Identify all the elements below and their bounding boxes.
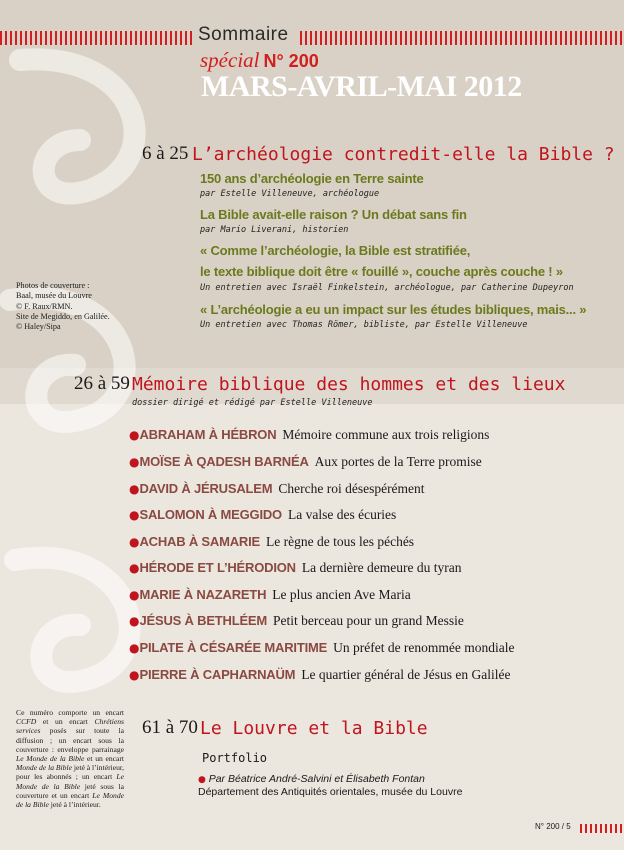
section2-title: Mémoire biblique des hommes et des lieux (132, 374, 566, 395)
list-item: ●MARIE À NAZARETH Le plus ancien Ave Maria (129, 587, 411, 602)
credit-line: Baal, musée du Louvre (16, 291, 92, 301)
credit-line: © Haley/Sipa (16, 322, 61, 332)
section2-subtitle: dossier dirigé et rédigé par Estelle Villeneuve (132, 398, 373, 408)
portfolio-byline: ● Par Béatrice André-Salvini et Élisabeth Fontan (198, 773, 425, 785)
article-title: La Bible avait-elle raison ? Un débat sans fin (200, 207, 467, 222)
header-ticks-right (300, 31, 624, 45)
list-item: ●SALOMON À MEGGIDO La valse des écuries (129, 507, 397, 522)
article-byline: par Estelle Villeneuve, archéologue (200, 189, 380, 199)
section3-pages: 61 à 70 (142, 717, 198, 738)
list-item: ●DAVID À JÉRUSALEM Cherche roi désespérément (129, 481, 425, 496)
bullet-icon: ● (129, 588, 140, 602)
article-title-line2: le texte biblique doit être « fouillé », couche après couche ! » (200, 264, 563, 279)
bullet-icon: ● (129, 455, 140, 469)
bullet-icon: ● (129, 561, 140, 575)
issue-number: N° 200 (263, 51, 319, 71)
credit-line: Site de Megiddo, en Galilée. (16, 311, 110, 321)
bullet-icon: ● (129, 428, 140, 442)
portfolio-label: Portfolio (202, 751, 268, 765)
insert-note: Ce numéro comporte un encart CCFD et un encart Chrétiens services posés sur toute la diffusion ; un encart sous la couverture : enveloppe parrainage Le Monde de la Bible et un encart Monde de la Bible jeté à l’intérieur, pour les abonnés ; un encart Le Monde de la Bible jeté sous la couverture et un encart Le Monde de la Bible jeté à l’intérieur. (16, 708, 124, 810)
list-item: ●ABRAHAM À HÉBRON Mémoire commune aux trois religions (129, 427, 490, 442)
cover-photo-credits (16, 281, 128, 332)
article-byline: Un entretien avec Thomas Römer, bibliste, par Estelle Villeneuve (200, 320, 528, 330)
bullet-icon: ● (129, 614, 140, 628)
article-title: 150 ans d’archéologie en Terre sainte (200, 171, 424, 186)
portfolio-department: Département des Antiquités orientales, musée du Louvre (198, 786, 463, 798)
list-item: ●PIERRE À CAPHARNAÜM Le quartier général de Jésus en Galilée (129, 667, 511, 682)
article-byline: Un entretien avec Israël Finkelstein, archéologue, par Catherine Dupeyron (200, 283, 574, 293)
article-byline: par Mario Liverani, historien (200, 225, 349, 235)
section1-pages: 6 à 25 (142, 143, 189, 164)
bullet-icon: ● (198, 775, 209, 785)
footer-ticks (580, 824, 624, 833)
section3-title: Le Louvre et la Bible (200, 718, 428, 739)
special-issue-label: spécial N° 200 (200, 48, 319, 72)
list-item: ●JÉSUS À BETHLÉEM Petit berceau pour un grand Messie (129, 613, 464, 628)
page-number: N° 200 / 5 (535, 822, 571, 831)
bullet-icon: ● (129, 641, 140, 655)
list-item: ●ACHAB À SAMARIE Le règne de tous les péchés (129, 534, 415, 549)
bullet-icon: ● (129, 535, 140, 549)
section2-pages: 26 à 59 (74, 373, 130, 394)
article-title: « L’archéologie a eu un impact sur les études bibliques, mais... » (200, 302, 587, 317)
bullet-icon: ● (129, 508, 140, 522)
section1-title: L’archéologie contredit-elle la Bible ? (192, 144, 615, 165)
page-title: Sommaire (198, 24, 289, 45)
bullet-icon: ● (129, 482, 140, 496)
list-item: ●HÉRODE ET L’HÉRODION La dernière demeure du tyran (129, 560, 462, 575)
bullet-icon: ● (129, 668, 140, 682)
header-ticks-left (0, 31, 192, 45)
article-title: « Comme l’archéologie, la Bible est stratifiée, (200, 243, 471, 258)
list-item: ●PILATE À CÉSARÉE MARITIME Un préfet de renommée mondiale (129, 640, 515, 655)
issue-date: MARS-AVRIL-MAI 2012 (201, 70, 522, 103)
credit-line: © F. Raux/RMN. (16, 301, 73, 311)
list-item: ●MOÏSE À QADESH BARNÉA Aux portes de la Terre promise (129, 454, 482, 469)
credit-line: Photos de couverture : (16, 281, 90, 290)
